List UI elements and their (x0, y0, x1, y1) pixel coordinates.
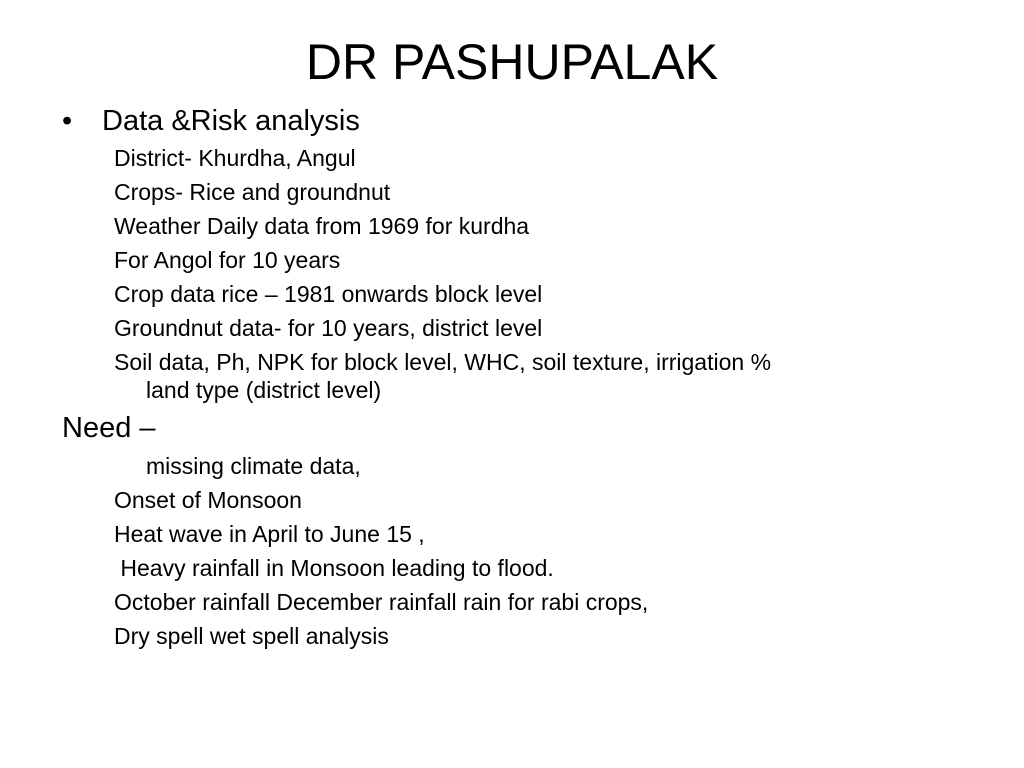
list-item: Onset of Monsoon (114, 487, 302, 513)
list-item: Heat wave in April to June 15 , (114, 521, 425, 547)
list-item: Weather Daily data from 1969 for kurdha (114, 213, 530, 239)
list-item: District- Khurdha, Angul (114, 145, 356, 171)
list-item-indented: missing climate data, (146, 453, 361, 479)
list-item: Crop data rice – 1981 onwards block level (114, 281, 543, 307)
list-item: Soil data, Ph, NPK for block level, WHC, soil texture, irrigation % (114, 349, 772, 375)
list-item: Dry spell wet spell analysis (114, 623, 389, 649)
list-item: October rainfall December rainfall rain for rabi crops, (114, 589, 649, 615)
slide-title: DR PASHUPALAK (305, 34, 719, 90)
section-heading-need: Need – (62, 412, 156, 444)
section-heading-data-risk: Data &Risk analysis (102, 105, 360, 137)
bullet-icon: • (62, 105, 73, 137)
list-item-continuation: land type (district level) (146, 377, 382, 403)
list-item: Crops- Rice and groundnut (114, 179, 391, 205)
list-item: Heavy rainfall in Monsoon leading to flood. (114, 555, 554, 581)
list-item: Groundnut data- for 10 years, district level (114, 315, 543, 341)
list-item: For Angol for 10 years (114, 247, 341, 273)
